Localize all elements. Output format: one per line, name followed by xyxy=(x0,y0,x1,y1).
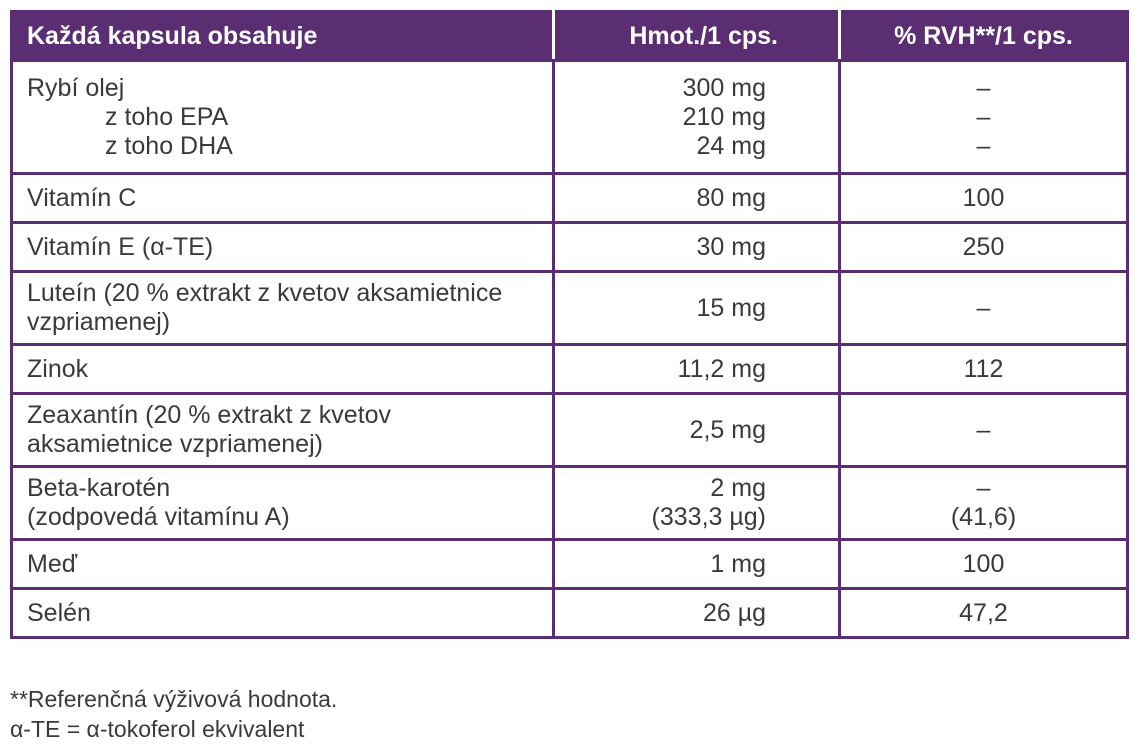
rvh-value: 250 xyxy=(840,223,1128,272)
ingredient-name-continued: (zodpovedá vitamínu A) xyxy=(27,503,290,531)
ingredient-name: Luteín (20 % extrakt z kvetov aksamietnice xyxy=(27,279,503,307)
row-amount-cell xyxy=(554,61,840,174)
amount-value: 26 µg xyxy=(554,589,840,638)
ingredient-name: Zinok xyxy=(12,345,554,394)
rvh-value: – xyxy=(976,131,991,160)
header-rvh: % RVH**/1 cps. xyxy=(840,12,1128,61)
ingredient-name: Rybí olej xyxy=(27,73,125,102)
rvh-value: 100 xyxy=(840,174,1128,223)
rvh-value: – xyxy=(976,102,991,131)
row-name-cell xyxy=(12,61,554,174)
footnote-alpha-te: α-TE = α-tokoferol ekvivalent xyxy=(10,716,305,742)
amount-value: 2 mg xyxy=(710,474,766,502)
table-row-zinc xyxy=(12,345,1128,394)
rvh-value: – xyxy=(976,474,991,502)
rvh-value: – xyxy=(976,73,991,102)
ingredient-name: Vitamín C xyxy=(12,174,554,223)
table-row-vitamin-e xyxy=(12,223,1128,272)
amount-value: 24 mg xyxy=(696,131,766,160)
table-row-lutein xyxy=(12,272,1128,345)
table-row-fish-oil xyxy=(12,61,1128,174)
footnotes xyxy=(10,684,337,744)
ingredient-name: Beta-karotén xyxy=(27,474,171,502)
amount-value: 1 mg xyxy=(554,540,840,589)
table-row-copper xyxy=(12,540,1128,589)
rvh-value: 47,2 xyxy=(840,589,1128,638)
nutrition-table-container xyxy=(10,10,1126,639)
row-name-cell xyxy=(12,394,554,467)
rvh-value: (41,6) xyxy=(950,503,1017,531)
table-row-vitamin-c xyxy=(12,174,1128,223)
header-amount: Hmot./1 cps. xyxy=(554,12,840,61)
ingredient-name-continued: vzpriamenej) xyxy=(27,308,171,336)
ingredient-sub-name: z toho DHA xyxy=(105,131,233,160)
row-amount-cell xyxy=(554,467,840,540)
ingredient-name: Selén xyxy=(12,589,554,638)
rvh-value: – xyxy=(840,394,1128,467)
ingredient-name: Vitamín E (α-TE) xyxy=(12,223,554,272)
footnote-rvh: **Referenčná výživová hodnota. xyxy=(10,686,338,712)
nutrition-table xyxy=(10,10,1129,639)
amount-value: 2,5 mg xyxy=(554,394,840,467)
rvh-value: – xyxy=(840,272,1128,345)
table-row-beta-carotene xyxy=(12,467,1128,540)
rvh-value: 100 xyxy=(840,540,1128,589)
amount-value: 30 mg xyxy=(554,223,840,272)
ingredient-name-continued: aksamietnice vzpriamenej) xyxy=(27,430,323,458)
table-header-row xyxy=(12,12,1128,61)
row-rvh-cell xyxy=(840,467,1128,540)
table-row-selenium xyxy=(12,589,1128,638)
ingredient-sub-name: z toho EPA xyxy=(105,102,229,131)
header-ingredient: Každá kapsula obsahuje xyxy=(12,12,554,61)
ingredient-name: Meď xyxy=(12,540,554,589)
row-name-cell xyxy=(12,272,554,345)
rvh-value: 112 xyxy=(840,345,1128,394)
amount-value: 11,2 mg xyxy=(554,345,840,394)
amount-value: 80 mg xyxy=(554,174,840,223)
ingredient-name: Zeaxantín (20 % extrakt z kvetov xyxy=(27,401,392,429)
amount-value: 300 mg xyxy=(682,73,766,102)
amount-value: 15 mg xyxy=(554,272,840,345)
row-rvh-cell xyxy=(840,61,1128,174)
amount-value: (333,3 µg) xyxy=(651,503,766,531)
amount-value: 210 mg xyxy=(682,102,766,131)
table-row-zeaxanthin xyxy=(12,394,1128,467)
row-name-cell xyxy=(12,467,554,540)
